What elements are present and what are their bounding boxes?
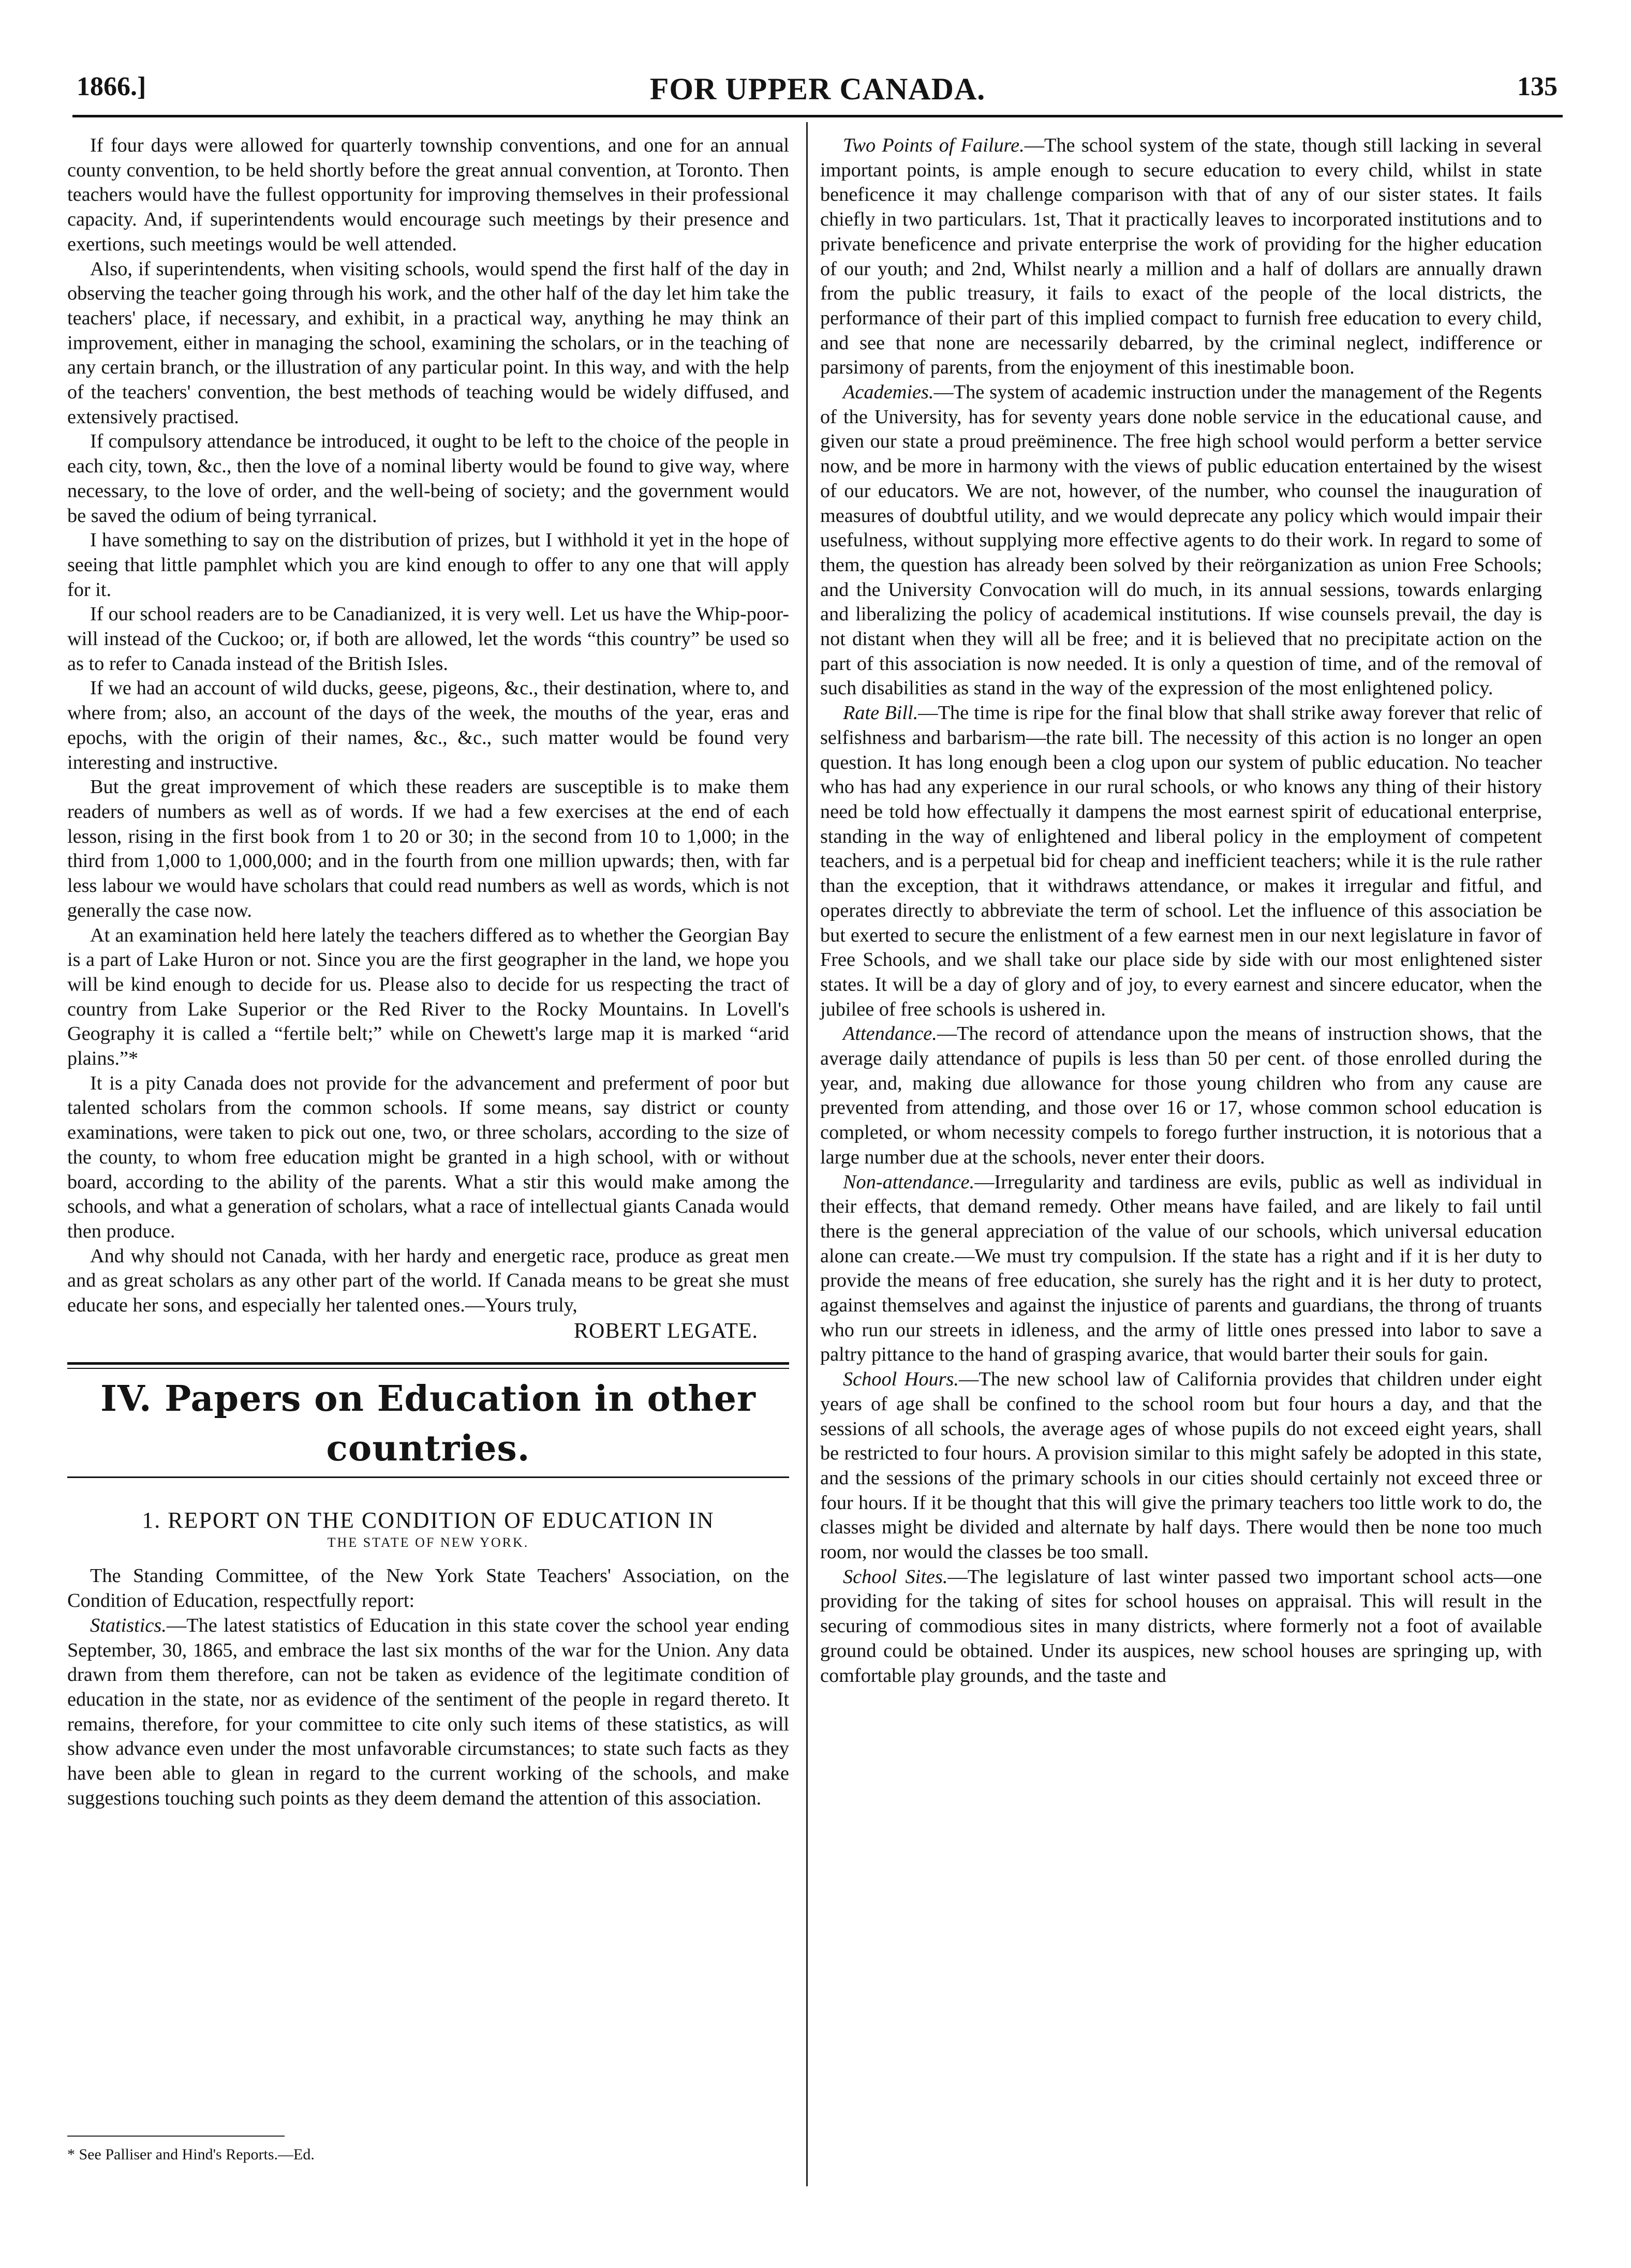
- page-header: [72, 71, 1563, 113]
- footnote: * See Palliser and Hind's Reports.—Ed.: [67, 2146, 315, 2163]
- right-section-4: [820, 1022, 1542, 1170]
- left-paragraph-2: Also, if superintendents, when visiting schools, would spend the first half of the day in observing the teacher going through his work, and the other half of the day let him take the teachers' place, if necessary, and exhibit, in a practical way, anything he may think an improvement, either in managing the school, examining the scholars, or in the teaching of any certain branch, or the illustration of any particular point. In this way, and with the help of the teachers' convention, the best methods of teaching would be widely diffused, and extensively practised.: [67, 258, 789, 428]
- section-label-attendance: Attendance.: [843, 1023, 937, 1045]
- left-paragraph-3: If compulsory attendance be introduced, it ought to be left to the choice of the people in each city, town, &c., then the love of a nominal liberty would be found to give way, where necessary, to the love of order, and the well-being of society; and the government would be saved the odium of being tyrranical.: [67, 430, 789, 527]
- section-label-rate-bill: Rate Bill.: [843, 702, 918, 724]
- section-text-academies: —The system of academic instruction under the management of the Regents of the University, has for seventy years done noble service in the educational cause, and given our state a proud preëminence. The free high school would perform a better service now, and be more in harmony with the views of public education entertained by the wisest of our educators. We are not, however, of the number, who counsel the inauguration of measures of doubtful utility, and we would deprecate any policy which would impair their usefulness, without supplying more effective agents to do their work. In regard to some of them, the question has already been solved by their reörganization as union Free Schools; and the University Convocation will do much, in its annual sessions, towards enlarging and liberalizing the policy of academical institutions. If wise counsels prevail, the day is not distant when they will all be free; and it is believed that no precipitate action on the part of this association is now needed. It is only a question of time, and of the removal of such disabilities as stand in the way of the expression of the most enlightened policy.: [820, 381, 1542, 699]
- statistics-label: Statistics.: [90, 1614, 167, 1636]
- left-paragraph-4: I have something to say on the distribution of prizes, but I withhold it yet in the hope of seeing that little pamphlet which you are kind enough to offer to any one that will apply for it.: [67, 529, 789, 601]
- letter-signature: ROBERT LEGATE.: [573, 1319, 758, 1343]
- section-rule-top: [67, 1362, 789, 1365]
- section-text-non-attendance: —Irregularity and tardiness are evils, public as well as individual in their effects, that demand remedy. Other means have failed, and are likely to fail until there is the general appreciation of the value of our schools, which universal education alone can create.—We must try compulsion. If the state has a right and if it is her duty to provide the means of free education, she surely has the right and it is her duty to protect, against themselves and against the injustice of parents and guardians, the throng of truants who run our streets in idleness, and the army of little ones pressed into labor to save a paltry pittance to the hand of grasping avarice, that would barter their souls for gain.: [820, 1171, 1542, 1366]
- article-intro: The Standing Committee, of the New York State Teachers' Association, on the Condition of Education, respectfully report:: [67, 1565, 789, 1612]
- section-text-attendance: —The record of attendance upon the means of instruction shows, that the average daily attendance of pupils is less than 50 per cent. of those enrolled during the year, and, making due allowance for those young children who from any cause are prevented from attending, and those over 16 or 17, whose common school education is completed, or whom necessity compels to forego further instruction, it is notorious that a large number due at the schools, never enter their doors.: [820, 1023, 1542, 1168]
- statistics-text: —The latest statistics of Education in this state cover the school year ending September, 30, 1865, and embrace the last six months of the war for the Union. Any data drawn from them therefore, can not be taken as evidence of the legitimate condition of education in the state, nor as evidence of the sentiment of the people in regard thereto. It remains, therefore, for your committee to cite only such items of these statistics, as will show advance even under the most unfavorable circumstances; to state such facts as they have been able to glean in regard to the current working of the schools, and make suggestions touching such points as they deem demand the attention of this association.: [67, 1614, 789, 1809]
- section-label-school-hours: School Hours.: [843, 1368, 959, 1391]
- header-title: FOR UPPER CANADA.: [649, 72, 986, 106]
- header-rule: [72, 115, 1563, 117]
- column-divider: [806, 122, 808, 2186]
- section-text-school-sites: —The legislature of last winter passed two important school acts—one providing for the taking of sites for school houses on appraisal. This will result in the securing of commodious sites in many districts, where formerly not a foot of available ground could be obtained. Under its auspices, new school houses are springing up, with comfortable play grounds, and the taste and: [820, 1565, 1542, 1687]
- statistics-paragraph: [67, 1614, 789, 1811]
- right-section-1: [820, 133, 1542, 380]
- section-label-non-attendance: Non-attendance.: [843, 1171, 975, 1193]
- left-column: [67, 133, 789, 1811]
- left-paragraph-10: And why should not Canada, with her hardy and energetic race, produce as great men and as great scholars as any other part of the world. If Canada means to be great she must educate her sons, and especially her talented ones.—Yours truly,: [67, 1245, 789, 1317]
- left-paragraph-9: It is a pity Canada does not provide for the advancement and preferment of poor but talented scholars from the common schools. If some means, say district or county examinations, were taken to pick out one, two, or three scholars, according to the size of the county, to whom free education might be granted in a high school, with or without board, according to the ability of the parents. What a stir this would make among the schools, and what a generation of scholars, what a race of intellectual giants Canada would then produce.: [67, 1072, 789, 1242]
- section-label-school-sites: School Sites.: [843, 1565, 948, 1588]
- page-number: 135: [1517, 72, 1558, 101]
- left-paragraph-8: At an examination held here lately the teachers differed as to whether the Georgian Bay is a part of Lake Huron or not. Since you are the first geographer in the land, we hope you will be kind enough to decide for us. Please also to decide for us respecting the tract of country from Lake Superior or the Red River to the Rocky Mountains. In Lovell's Geography it is called a “fertile belt;” while on Chewett's large map it is marked “arid plains.”*: [67, 924, 789, 1070]
- right-section-2: [820, 380, 1542, 701]
- section-label-academies: Academies.: [843, 381, 934, 404]
- section-rule-secondary: [67, 1368, 789, 1369]
- left-paragraph-6: If we had an account of wild ducks, geese, pigeons, &c., their destination, where to, and where from; also, an account of the days of the week, the mouths of the year, eras and epochs, with the origin of their names, &c., &c., such matter would be found very interesting and instructive.: [67, 677, 789, 773]
- header-year: 1866.]: [77, 72, 146, 101]
- footnote-rule: [67, 2136, 285, 2137]
- article-subtitle: THE STATE OF NEW YORK.: [327, 1535, 529, 1550]
- section-heading: IV. Papers on Education in other countries.: [100, 1378, 756, 1470]
- article-title: 1. REPORT ON THE CONDITION OF EDUCATION IN: [142, 1508, 715, 1533]
- right-column: [820, 133, 1542, 1688]
- right-section-7: [820, 1565, 1542, 1689]
- left-paragraph-7: But the great improvement of which these readers are susceptible is to make them readers of numbers as well as of words. If we had a few exercises at the end of each lesson, rising in the first book from 1 to 20 or 30; in the second from 10 to 1,000; in the third from 1,000 to 1,000,000; and in the fourth from one million upwards; then, with far less labour we would have scholars that could read numbers as well as words, which is not generally the case now.: [67, 776, 789, 921]
- section-text-failure: —The school system of the state, though still lacking in several important points, is ample enough to secure education to every child, whilst in state beneficence it may challenge comparison with that of any of our sister states. It fails chiefly in two particulars. 1st, That it practically leaves to incorporated institutions and to private beneficence and private enterprise the work of providing for the higher education of our youth; and 2nd, Whilst nearly a million and a half of dollars are annually drawn from the public treasury, it fails to exact of the people of the local districts, the performance of their part of this implied compact to furnish free education to every child, and see that none are necessarily debarred, by the criminal neglect, indifference or parsimony of parents, from the enjoyment of this inestimable boon.: [820, 135, 1543, 379]
- section-text-rate-bill: —The time is ripe for the final blow that shall strike away forever that relic of selfishness and barbarism—the rate bill. The necessity of this action is no longer an open question. It has long enough been a clog upon our system of public education. No teacher who has had any experience in our rural schools, or who knows any thing of their history need be told how effectually it dampens the most earnest spirit of educational enterprise, standing in the way of enlightened and liberal policy in the employment of competent teachers, and is a perpetual bid for cheap and inefficient teachers; while it is the rule rather than the exception, that it withdraws attendance, or makes it irregular and fitful, and operates directly to abbreviate the term of school. Let the influence of this association be but exerted to secure the enlistment of a few earnest men in our next legislature in favor of Free Schools, and we shall take our place side by side with our most enlightened sister states. It will be a day of glory and of joy, to every earnest and sincere educator, when the jubilee of free schools is ushered in.: [820, 702, 1542, 1020]
- right-section-6: [820, 1367, 1542, 1565]
- left-paragraph-1: If four days were allowed for quarterly township conventions, and one for an annual county convention, to be held shortly before the great annual convention, at Toronto. Then teachers would have the fullest opportunity for improving themselves in their professional capacity. And, if superintendents would encourage such meetings by their presence and exertions, such meetings would be well attended.: [67, 135, 789, 255]
- section-text-school-hours: —The new school law of California provides that children under eight years of age shall be confined to the school room but four hours a day, and that the sessions of all schools, the average ages of whose pupils do not exceed eight years, shall be restricted to four hours. A provision similar to this might safely be adopted in this state, and the sessions of the primary schools in our cities should certainly not exceed three or four hours. If it be thought that this will give the primary teachers too little work to do, the classes might be divided and alternate by half days. There would then be none too much room, nor would the classes be too small.: [820, 1368, 1542, 1563]
- section-rule-bottom: [67, 1476, 789, 1478]
- left-paragraph-5: If our school readers are to be Canadianized, it is very well. Let us have the Whip-poor-will instead of the Cuckoo; or, if both are allowed, let the words “this country” be used so as to refer to Canada instead of the British Isles.: [67, 603, 789, 675]
- right-section-3: [820, 701, 1542, 1022]
- right-section-5: [820, 1170, 1542, 1368]
- section-label-failure: Two Points of Failure.: [843, 135, 1025, 156]
